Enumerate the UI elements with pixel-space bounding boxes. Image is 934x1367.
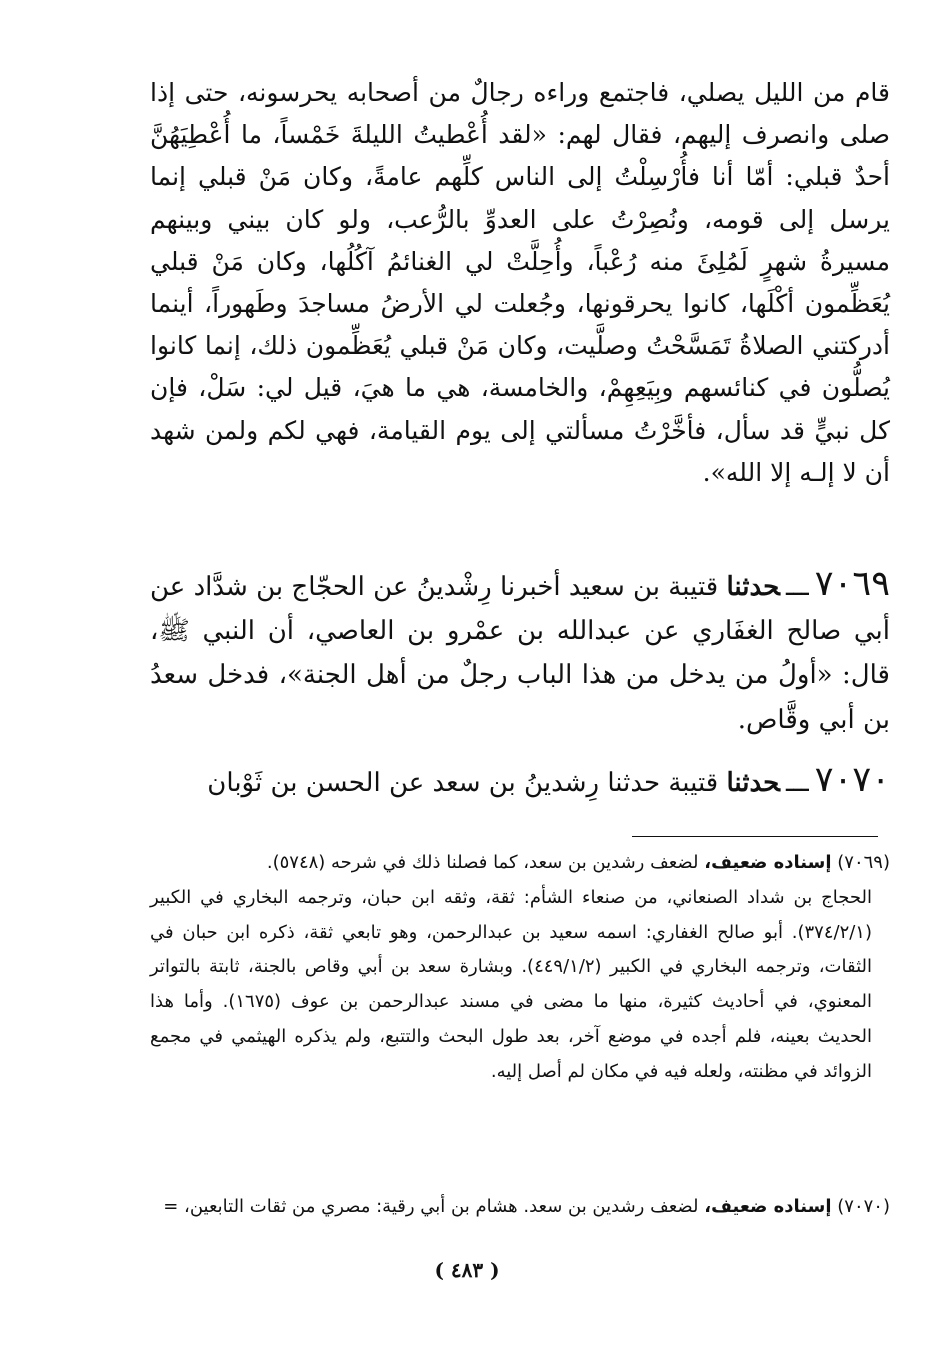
hadith-number: ٧٠٦٩	[814, 564, 890, 604]
hadith-text: قتيبة بن سعيد أخبرنا رِشْدينُ عن الحجّاج بن شدَّاد عن أبي صالح الغفَاري عن عبدالله بن عمْرو بن العاصي، أن النبي ﷺ، قال: «أولُ من يدخل من هذا الباب رجلٌ من أهل الجنة»، فدخل سعدُ بن أبي وقَّاص.	[150, 572, 890, 735]
footnote-separator	[632, 836, 878, 837]
footnote-lead: لضعف رشدين بن سعد. هشام بن أبي رقية: مصري من ثقات التابعين، =	[163, 1196, 699, 1217]
footnote-status: إسناده ضعيف،	[704, 1196, 832, 1217]
footnote-status: إسناده ضعيف،	[704, 852, 832, 873]
footnote-lead: لضعف رشدين بن سعد، كما فصلنا ذلك في شرحه (٥٧٤٨).	[266, 852, 699, 873]
hadith-continuation	[150, 72, 890, 494]
hadith-dash: ـــ	[785, 768, 809, 798]
hadith-7070	[150, 758, 890, 805]
footnote-ref: (٧٠٦٩)	[837, 852, 890, 873]
continuation-text: قام من الليل يصلي، فاجتمع وراءه رجالٌ من أصحابه يحرسونه، حتى إذا صلى وانصرف إليهم، فقال لهم: «لقد أُعْطيتُ الليلةَ خَمْساً، ما أُعْطِيَهُنَّ أحدٌ قبلي: أمّا أنا فأُرْسِلْتُ إلى الناس كلِّهم عامةً، وكان مَنْ قبلي إنما يرسل إلى قومه، ونُصِرْتُ على العدوِّ بالرُّعب، ولو كان بيني وبينهم مسيرةُ شهرٍ لَمُلِئَ منه رُعْباً، وأُحِلَّتْ لي الغنائمُ آكُلُها، وكان مَنْ قبلي يُعَظِّمون أكْلَها، كانوا يحرقونها، وجُعلت لي الأرضُ مساجدَ وطَهوراً، أينما أدركتني الصلاةُ تَمَسَّحْتُ وصلَّيت، وكان مَنْ قبلي يُعَظِّمون ذلك، إنما كانوا يُصلُّون في كنائسهم وبِيَعِهِمْ، والخامسة، هي ما هيَ، قيل لي: سَلْ، فإن كل نبيٍّ قد سأل، فأخَّرْتُ مسألتي إلى يوم القيامة، فهي لكم ولمن شهد أن لا إلـه إلا الله».	[150, 78, 890, 487]
footnote-ref: (٧٠٧٠)	[837, 1196, 890, 1217]
hadith-text: قتيبة حدثنا رِشدينُ بن سعد عن الحسن بن ثَوْبان	[207, 768, 719, 798]
footnote-7069	[150, 846, 890, 1090]
footnote-7070	[150, 1190, 890, 1225]
hadith-7069	[150, 562, 890, 742]
hadith-dash: ـــ	[785, 572, 809, 602]
hadith-number: ٧٠٧٠	[814, 760, 890, 800]
hadith-lead: حدثنا	[726, 572, 780, 602]
hadith-lead: حدثنا	[726, 768, 780, 798]
footnote-body: الحجاج بن شداد الصنعاني، من صنعاء الشأم: ثقة، وثقه ابن حبان، وترجمه البخاري في الكبير (٣٧٤/٢/١). أبو صالح الغفاري: اسمه سعيد بن عبدالرحمن، وهو تابعي ثقة، ذكره ابن حبان في الثقات، وترجمه البخاري في الكبير (٤٤٩/١/٢). وبشارة سعد بن أبي وقاص بالجنة، ثابتة بالتواتر المعنوي، في أحاديث كثيرة، منها ما مضى في مسند عبدالرحمن بن عوف (١٦٧٥). وأما هذا الحديث بعينه، فلم أجده في موضع آخر، بعد طول البحث والتتبع، ولم يذكره الهيثمي في مجمع الزوائد في مظنته، ولعله فيه في مكان لم أصل إليه.	[150, 886, 872, 1082]
page-number: ( ٤٨٣ )	[434, 1258, 500, 1282]
